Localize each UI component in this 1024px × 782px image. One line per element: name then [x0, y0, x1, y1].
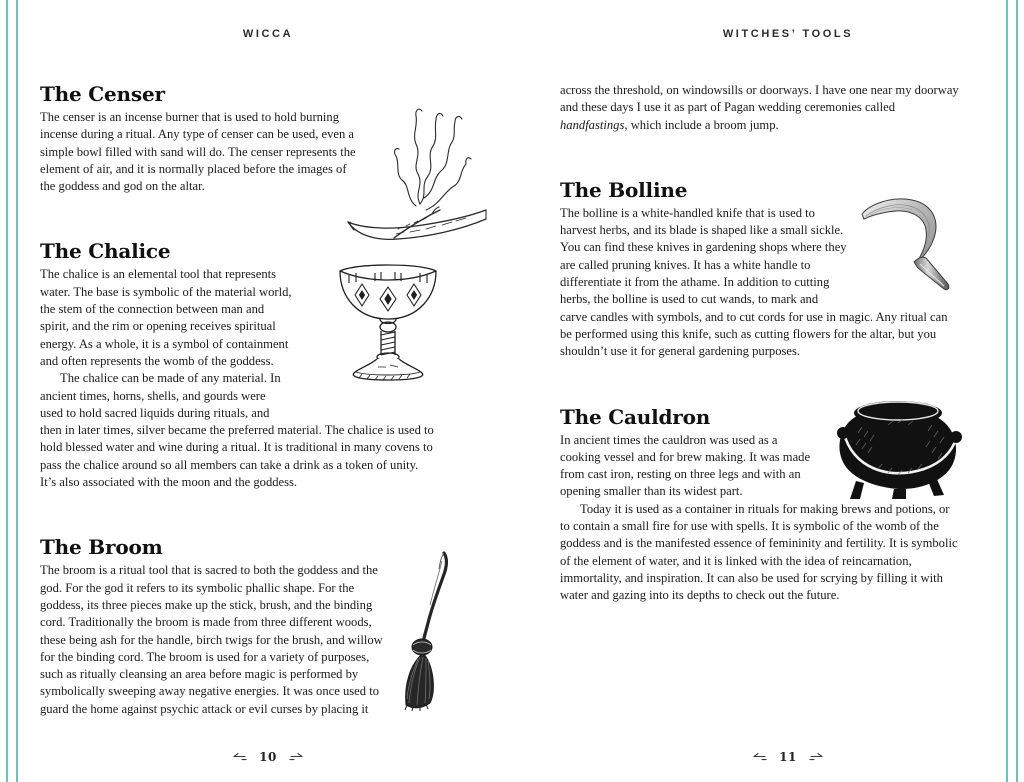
paragraph-broom-continued-post: , which include a broom jump.: [624, 117, 779, 132]
right-running-head-text: WITCHES’ TOOLS: [722, 28, 854, 40]
section-the-cauldron: [560, 405, 1016, 605]
spacer-censer-chalice: [40, 195, 496, 239]
right-page: [560, 0, 1016, 782]
paragraph-cauldron-1: In ancient times the cauldron was used as a cooking vessel and for brew making. It was made from cast iron, resting on three legs and with an opening smaller than its widest part.: [560, 432, 811, 499]
left-text-column: [40, 82, 496, 718]
bolline-wrap-shim: [848, 205, 960, 295]
chalice-illustration: [332, 251, 444, 381]
right-folio: [560, 750, 1016, 765]
section-title-the-cauldron: The Cauldron: [560, 404, 711, 429]
section-title-the-chalice: The Chalice: [40, 239, 171, 264]
section-title-the-bolline: The Bolline: [560, 177, 688, 202]
left-folio: [40, 750, 496, 765]
folio-ornament-left-icon: [233, 750, 247, 764]
folio-ornament-right-icon: [289, 750, 303, 764]
term-handfastings: handfastings: [560, 117, 625, 132]
section-title-the-censer: The Censer: [40, 82, 165, 106]
left-edge-rule-outer: [6, 0, 8, 782]
section-title-the-broom: The Broom: [40, 535, 163, 560]
paragraph-broom-1: The broom is a ritual tool that is sacred to both the goddess and the god. For the god it refers to its symbolic phallic shape. For the goddess, its three pieces make up the stick, brush, and the binding cord. Traditionally the broom is made from three different woods, these being ash for the handle, birch twigs for the brush, and willow for the binding cord. The broom is used for a variety of purposes, such as ritually cleansing an area before magic is performed by symbolically sweeping away negative energies. It was once used to guard the home against psychic attack or evil curses by placing it: [40, 563, 383, 716]
paragraph-censer-1: The censer is an incense burner that is used to hold burning incense during a ritual. Any type of censer can be used, even a simple bowl filled with sand will do. The censer represents the element of air, and it is normally placed before the images of the goddess and god on the altar.: [40, 110, 356, 194]
spacer-bolline-cauldron: [560, 361, 1016, 405]
section-the-bolline: [560, 178, 1016, 361]
paragraph-chalice-2: [40, 370, 436, 491]
paragraph-broom-continued: [560, 82, 960, 134]
section-the-chalice: [40, 239, 496, 491]
section-the-censer: [40, 82, 496, 195]
paragraph-broom-continued-pre: across the threshold, on windowsills or doorways. I have one near my doorway and these days I use it as part of Pagan wedding ceremonies called: [560, 83, 959, 115]
paragraph-chalice-1: The chalice is an elemental tool that represents water. The base is symbolic of the material world, the stem of the connection between man and spirit, and the rim or opening receives spiritual energy. As a whole, it is a symbol of containment and often represents the womb of the goddess.: [40, 267, 292, 368]
paragraph-chalice-2-text: The chalice can be made of any material. In ancient times, horns, shells, and gourds were used to hold sacred liquids during rituals, and then in later times, silver became the preferred material. The chalice is used to hold blessed water and wine during a ritual. It is traditional in many covens to pass the chalice around so all members can take a drink as a token of unity. It’s also associated with the moon and the goddess.: [40, 371, 434, 490]
right-text-column: [560, 82, 1016, 605]
left-running-head: WICCA: [242, 28, 294, 40]
right-page-number: 11: [779, 750, 797, 764]
section-the-broom: [40, 535, 496, 718]
left-page: [40, 0, 496, 782]
left-page-number: 10: [259, 750, 277, 764]
broom-illustration: [398, 547, 468, 711]
chalice-wrap-shim: [282, 370, 436, 406]
paragraph-bolline-1-text: The bolline is a white-handled knife that is used to harvest herbs, and its blade is shaped like a small sickle. You can find these knives in gardening shops where they are called pruning knives. It has a white handle to differentiate it from the athame. In addition to cutting herbs, the bolline is used to cut wands, to mark and carve candles with symbols, and to cut cords for use in magic. Any ritual can be performed using this knife, such as cutting flowers for the altar, but you shouldn’t use it for general gardening purposes.: [560, 205, 948, 359]
paragraph-bolline-1: [560, 205, 960, 361]
right-edge-rule-outer: [1016, 0, 1018, 782]
spacer-continued-bolline: [560, 134, 1016, 178]
left-edge-rule-inner: [16, 0, 18, 782]
paragraph-cauldron-2: Today it is used as a container in rituals for making brews and potions, or to contain a small fire for use with spells. It is symbolic of the womb of the goddess and is the manifested essence of femininity and fertility. It is symbolic of the element of water, and it is linked with the idea of reincarnation, immortality, and inspiration. It can also be used for scrying by filling it with water and gazing into its depths to check out the future.: [560, 501, 958, 603]
folio-ornament-left-icon: [753, 750, 767, 764]
spacer-chalice-broom: [40, 491, 496, 535]
folio-ornament-right-icon: [809, 750, 823, 764]
right-running-head: [560, 28, 1016, 40]
